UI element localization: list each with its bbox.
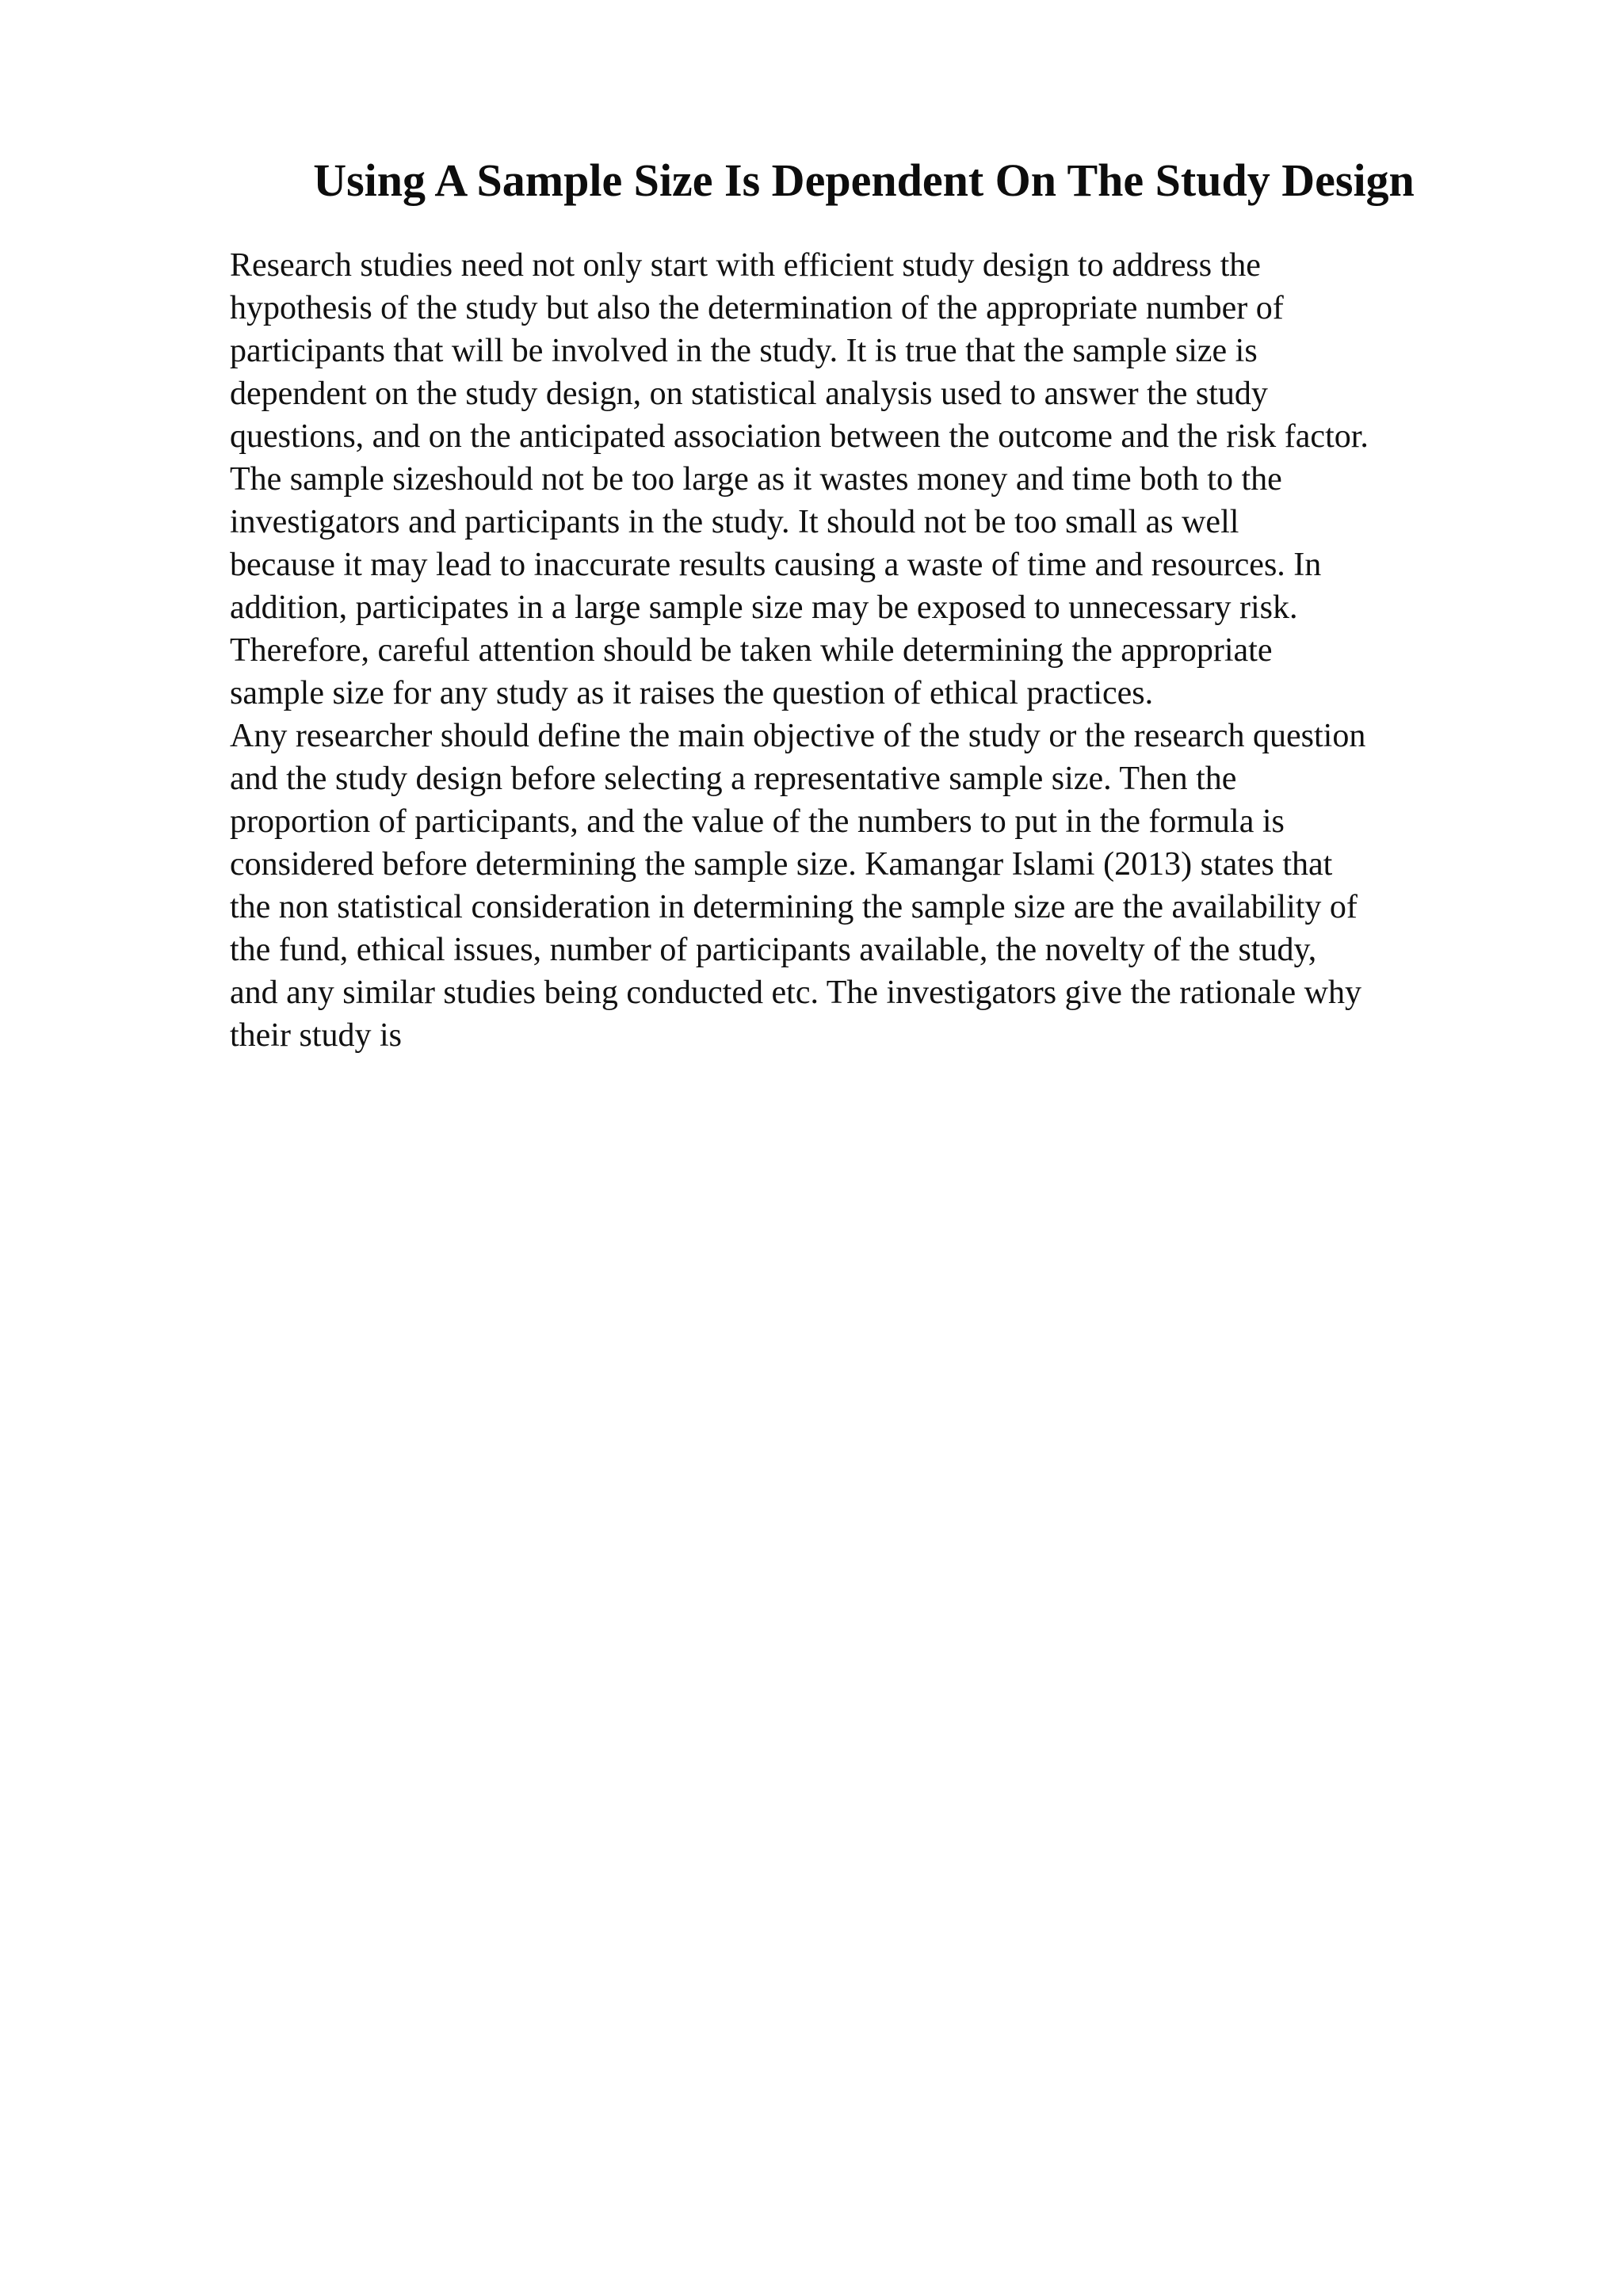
text-line: considered before determining the sample size. Kamangar Islami (2013) states that: [230, 846, 1333, 883]
text-line: addition, participates in a large sample size may be exposed to unnecessary risk.: [230, 589, 1298, 626]
text-line: and any similar studies being conducted etc. The investigators give the rationale why: [230, 974, 1361, 1011]
text-line: Any researcher should define the main objective of the study or the research question: [230, 718, 1366, 754]
text-line: sample size for any study as it raises the question of ethical practices.: [230, 675, 1154, 711]
text-line: Research studies need not only start with efficient study design to address the: [230, 247, 1261, 284]
text-line: dependent on the study design, on statistical analysis used to answer the study: [230, 376, 1268, 412]
text-line: the non statistical consideration in determining the sample size are the availability of: [230, 889, 1358, 925]
text-line: investigators and participants in the study. It should not be too small as well: [230, 504, 1239, 540]
text-line: questions, and on the anticipated association between the outcome and the risk factor.: [230, 418, 1369, 455]
text-line: the fund, ethical issues, number of participants available, the novelty of the study,: [230, 932, 1317, 968]
text-line: participants that will be involved in the study. It is true that the sample size is: [230, 333, 1258, 369]
text-line: and the study design before selecting a representative sample size. Then the: [230, 761, 1237, 797]
text-line: The sample sizeshould not be too large as it wastes money and time both to the: [230, 461, 1282, 498]
text-line: Therefore, careful attention should be taken while determining the appropriate: [230, 632, 1273, 669]
page-title: Using A Sample Size Is Dependent On The Study Design: [313, 154, 1415, 206]
text-line: because it may lead to inaccurate results causing a waste of time and resources. In: [230, 547, 1322, 583]
text-line: proportion of participants, and the value of the numbers to put in the formula is: [230, 803, 1285, 840]
text-line: hypothesis of the study but also the determination of the appropriate number of: [230, 290, 1284, 326]
text-line: their study is: [230, 1017, 402, 1054]
body-text: [230, 244, 1498, 1057]
